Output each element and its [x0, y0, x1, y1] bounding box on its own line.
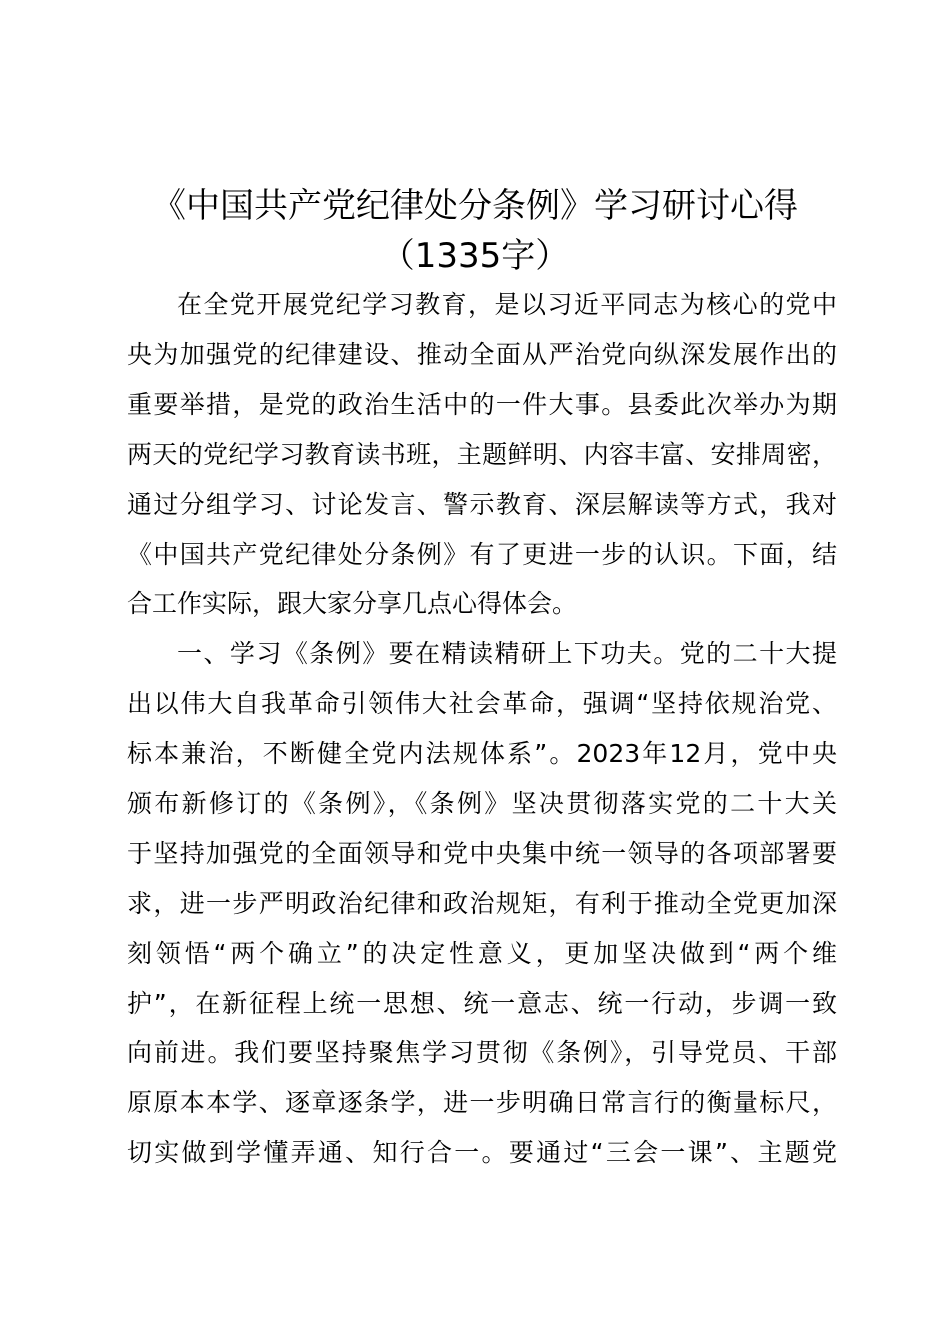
document-title-wordcount: （1335字） — [380, 236, 570, 276]
paragraph-1-line: 央为加强党的纪律建设、推动全面从严治党向纵深发展作出的 — [127, 340, 837, 369]
paragraph-2-line: 原原本本学、逐章逐条学，进一步明确日常言行的衡量标尺， — [127, 1088, 837, 1117]
paragraph-2-line: 切实做到学懂弄通、知行合一。要通过“三会一课”、主题党 — [127, 1138, 837, 1167]
paragraph-1-line: 在全党开展党纪学习教育，是以习近平同志为核心的党中 — [177, 290, 837, 319]
paragraph-2-line: 颁布新修订的《条例》，《条例》坚决贯彻落实党的二十大关 — [127, 789, 837, 818]
paragraph-1-line: 《中国共产党纪律处分条例》有了更进一步的认识。下面，结 — [127, 540, 837, 569]
paragraph-2-line: 一、学习《条例》要在精读精研上下功夫。党的二十大提 — [177, 639, 837, 668]
paragraph-2-line: 护”，在新征程上统一思想、统一意志、统一行动，步调一致 — [127, 989, 837, 1018]
paragraph-1-line: 两天的党纪学习教育读书班，主题鲜明、内容丰富、安排周密， — [127, 440, 837, 469]
paragraph-1-line: 合工作实际，跟大家分享几点心得体会。 — [127, 589, 578, 618]
paragraph-1-line: 通过分组学习、讨论发言、警示教育、深层解读等方式，我对 — [127, 490, 837, 519]
paragraph-2-line: 求，进一步严明政治纪律和政治规矩，有利于推动全党更加深 — [127, 889, 837, 918]
paragraph-2-line: 于坚持加强党的全面领导和党中央集中统一领导的各项部署要 — [127, 839, 837, 868]
paragraph-2-line: 标本兼治，不断健全党内法规体系”。2023年12月，党中央 — [127, 739, 837, 768]
paragraph-2-line: 出以伟大自我革命引领伟大社会革命，强调“坚持依规治党、 — [127, 689, 837, 718]
paragraph-2-line: 向前进。我们要坚持聚焦学习贯彻《条例》，引导党员、干部 — [127, 1038, 837, 1067]
document-title: 《中国共产党纪律处分条例》学习研讨心得 — [152, 186, 798, 226]
paragraph-2-line: 刻领悟“两个确立”的决定性意义，更加坚决做到“两个维 — [127, 939, 837, 968]
paragraph-1-line: 重要举措，是党的政治生活中的一件大事。县委此次举办为期 — [127, 390, 837, 419]
